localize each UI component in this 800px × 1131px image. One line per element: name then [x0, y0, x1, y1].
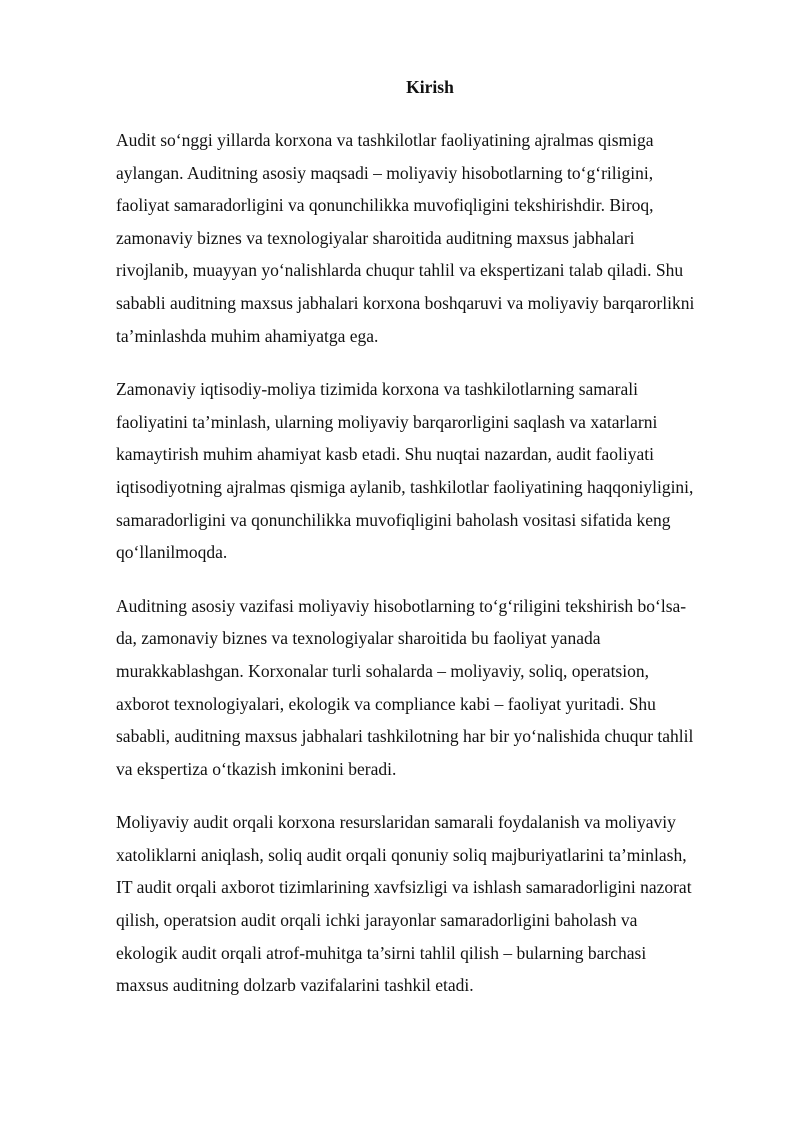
paragraph-2	[116, 373, 740, 569]
text-line: maxsus auditning dolzarb vazifalarini tashkil etadi.	[116, 975, 474, 996]
document-body	[116, 124, 740, 1023]
text-line: Audit so‘nggi yillarda korxona va tashkilotlar faoliyatining ajralmas qismiga	[116, 130, 654, 150]
text-line: aylangan. Auditning asosiy maqsadi – moliyaviy hisobotlarning to‘g‘riligini,	[116, 162, 654, 183]
text-line: ekologik audit orqali atrof-muhitga ta’sirni tahlil qilish – bularning barchasi	[116, 942, 647, 963]
text-line: ta’minlashda muhim ahamiyatga ega.	[116, 325, 379, 346]
text-line: Auditning asosiy vazifasi moliyaviy hisobotlarning to‘g‘riligini tekshirish bo‘lsa-	[116, 595, 687, 616]
text-line: IT audit orqali axborot tizimlarining xavfsizligi va ishlash samaradorligini nazorat	[116, 877, 692, 898]
text-line: rivojlanib, muayyan yo‘nalishlarda chuqur tahlil va ekspertizani talab qiladi. Shu	[116, 260, 684, 281]
text-line: iqtisodiyotning ajralmas qismiga aylanib, tashkilotlar faoliyatining haqqoniyligini,	[116, 476, 694, 497]
text-line: xatoliklarni aniqlash, soliq audit orqali qonuniy soliq majburiyatlarini ta’minlash,	[116, 844, 687, 865]
text-line: murakkablashgan. Korxonalar turli sohalarda – moliyaviy, soliq, operatsion,	[116, 660, 649, 681]
text-line: faoliyatini ta’minlash, ularning moliyaviy barqarorligini saqlash va xatarlarni	[116, 411, 658, 432]
paragraph-3	[116, 590, 740, 786]
text-line: zamonaviy biznes va texnologiyalar sharoitida auditning maxsus jabhalari	[116, 227, 635, 248]
text-line: qilish, operatsion audit orqali ichki jarayonlar samaradorligini baholash va	[116, 910, 638, 931]
document-title: Kirish	[406, 77, 454, 97]
paragraph-4	[116, 806, 740, 1002]
text-line: sababli auditning maxsus jabhalari korxona boshqaruvi va moliyaviy barqarorlikni	[116, 292, 695, 313]
text-line: samaradorligini va qonunchilikka muvofiqligini baholash vositasi sifatida keng	[116, 509, 671, 530]
text-line: qo‘llanilmoqda.	[116, 542, 228, 563]
text-line: kamaytirish muhim ahamiyat kasb etadi. Shu nuqtai nazardan, audit faoliyati	[116, 444, 654, 465]
text-line: Moliyaviy audit orqali korxona resurslaridan samarali foydalanish va moliyaviy	[116, 812, 676, 833]
text-line: da, zamonaviy biznes va texnologiyalar sharoitida bu faoliyat yanada	[116, 628, 601, 649]
text-line: va ekspertiza o‘tkazish imkonini beradi.	[116, 758, 397, 779]
text-line: sababli, auditning maxsus jabhalari tashkilotning har bir yo‘nalishida chuqur tahlil	[116, 726, 694, 747]
text-line: Zamonaviy iqtisodiy-moliya tizimida korxona va tashkilotlarning samarali	[116, 379, 638, 400]
text-line: faoliyat samaradorligini va qonunchilikka muvofiqligini tekshirishdir. Biroq,	[116, 195, 654, 216]
paragraph-1	[116, 124, 740, 352]
text-line: axborot texnologiyalari, ekologik va compliance kabi – faoliyat yuritadi. Shu	[116, 693, 656, 714]
